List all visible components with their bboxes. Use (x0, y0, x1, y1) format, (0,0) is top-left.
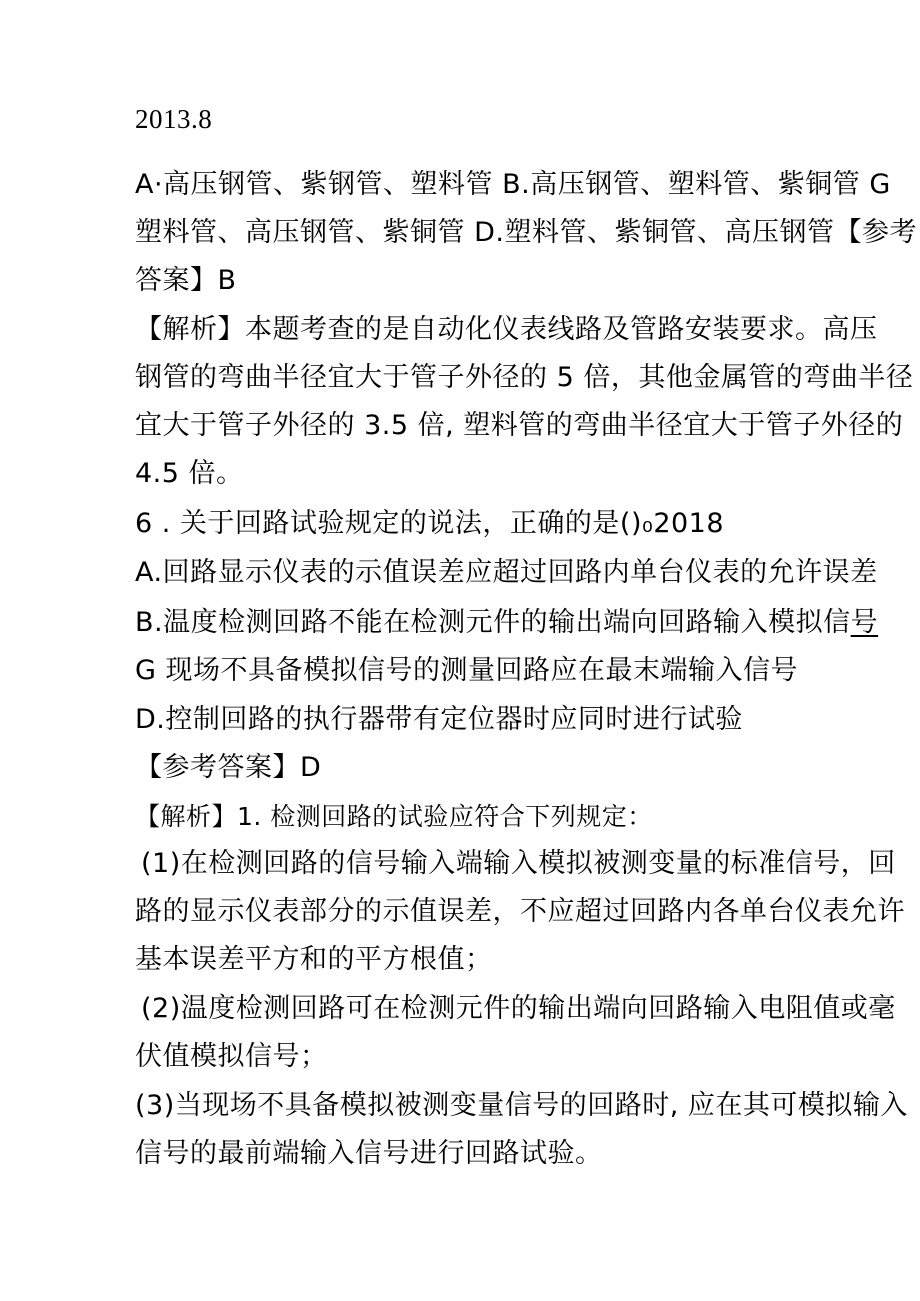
q6-option-c: G 现场不具备模拟信号的测量回路应在最末端输入信号 (135, 655, 799, 686)
q6-analysis-item2-line-2: 伏值模拟信号； (135, 1041, 328, 1072)
q6-option-b-underlined-tail: 号 (850, 607, 879, 638)
q5-analysis-line-4: 4.5 倍。 (135, 458, 244, 489)
q6-option-b-main: B.温度检测回路不能在检测元件的输出端向回路输入模拟信 (135, 607, 851, 638)
year-line: 2013.8 (135, 104, 213, 134)
q6-analysis-item2-line-1: (2)温度检测回路可在检测元件的输出端向回路输入电阻值或毫 (141, 993, 896, 1024)
q5-answer-line: 答案】B (135, 265, 237, 296)
q5-options-line-2: 塑料管、高压钢管、紫铜管 D.塑料管、紫铜管、高压钢管【参考 (135, 217, 917, 248)
q6-analysis-item3-line-2: 信号的最前端输入信号进行回路试验。 (135, 1138, 603, 1169)
q6-analysis-item1-line-3: 基本误差平方和的平方根值； (135, 944, 493, 975)
q6-analysis-intro: 【解析】1. 检测回路的试验应符合下列规定： (135, 802, 653, 831)
q5-options-line-1: A·高压钢管、紫钢管、塑料管 B.高压钢管、塑料管、紫铜管 G (135, 169, 891, 200)
q6-stem: 6 . 关于回路试验规定的说法，正确的是()₀2018 (135, 508, 725, 539)
q6-option-b (135, 606, 878, 640)
q6-option-d: D.控制回路的执行器带有定位器时应同时进行试验 (135, 704, 743, 735)
q5-analysis-line-2: 钢管的弯曲半径宜大于管子外径的 5 倍，其他金属管的弯曲半径 (135, 362, 914, 393)
q5-analysis-line-1: 【解析】本题考查的是自动化仪表线路及管路安装要求。高压 (135, 314, 878, 345)
q6-analysis-item1-line-2: 路的显示仪表部分的示值误差，不应超过回路内各单台仪表允许 (135, 896, 905, 927)
q6-analysis-item3-line-1: (3)当现场不具备模拟被测变量信号的回路时, 应在其可模拟输入 (135, 1090, 908, 1121)
q6-analysis-item1-line-1: (1)在检测回路的信号输入端输入模拟被测变量的标准信号，回 (141, 848, 896, 879)
q5-analysis-line-3: 宜大于管子外径的 3.5 倍, 塑料管的弯曲半径宜大于管子外径的 (135, 410, 904, 441)
q6-answer: 【参考答案】D (135, 752, 322, 783)
q6-option-a: A.回路显示仪表的示值误差应超过回路内单台仪表的允许误差 (135, 557, 878, 588)
